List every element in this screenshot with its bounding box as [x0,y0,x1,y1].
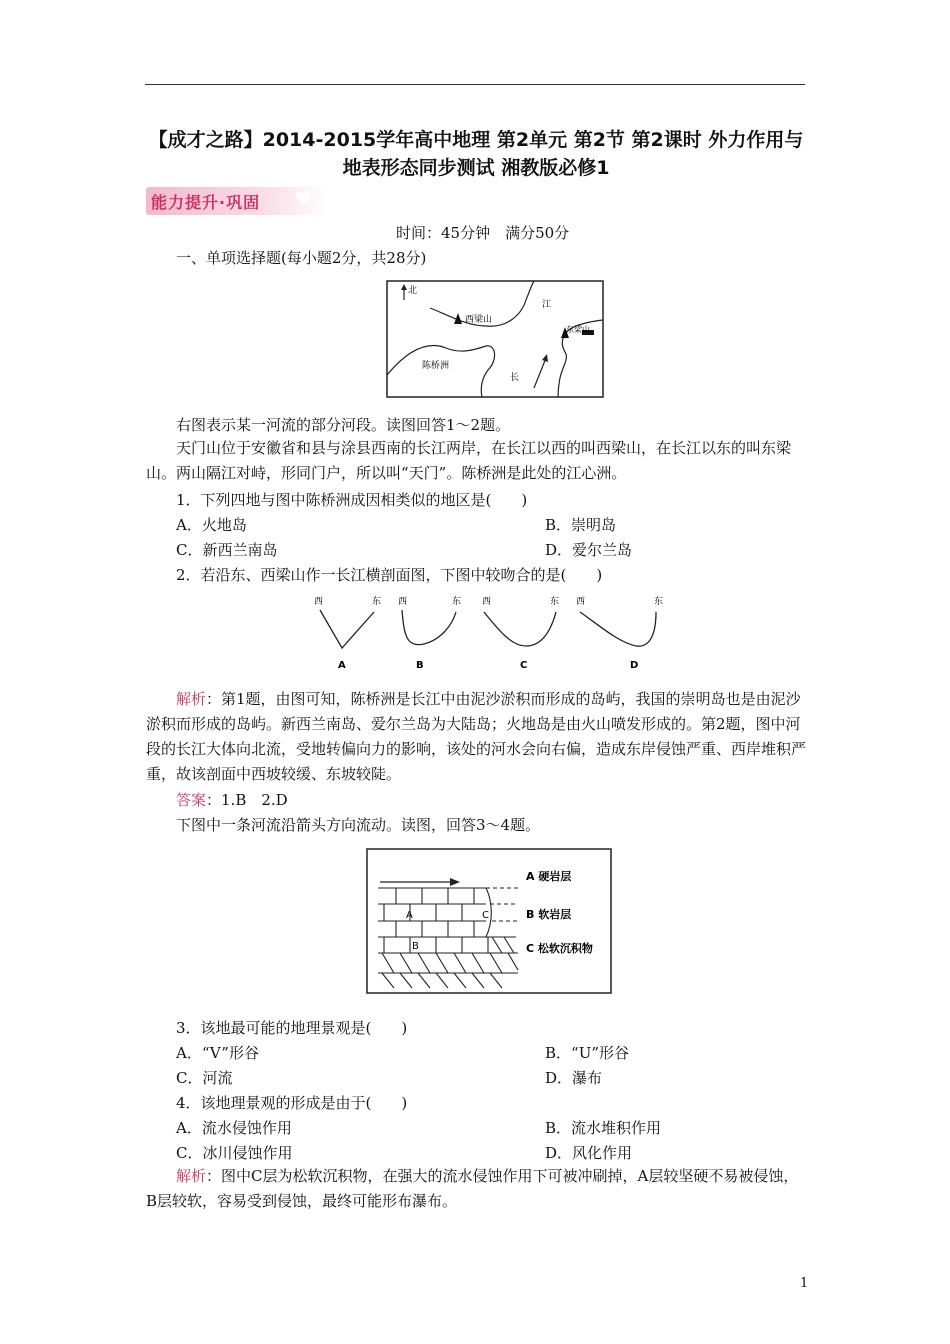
chenqiaozhou-label: 陈桥洲 [422,361,450,371]
q4-option-c: C．冰川侵蚀作用 [176,1144,293,1162]
profile-b-east: 东 [452,597,462,607]
badge-label: 能力提升·巩固 [151,193,261,212]
profile-a-east: 东 [372,597,382,607]
chang-label: 长 [510,373,520,383]
legend-a: A 硬岩层 [526,870,572,883]
q3-stem: 3．该地最可能的地理景观是( ) [176,1019,408,1037]
profile-c-label: C [520,660,528,671]
q3-option-d: D．瀑布 [545,1069,603,1087]
analysis-2 [146,1164,806,1214]
analysis-2-text: ：图中C层为松软沉积物，在强大的流水侵蚀作用下可被冲刷掉，A层较坚硬不易被侵蚀，B层较软，容易受到侵蚀，最终可能形布瀑布。 [146,1167,799,1210]
cross-section-profiles [300,590,680,674]
profile-c-west: 西 [482,597,492,607]
profile-a-curve [320,610,374,648]
section-heading: 一、单项选择题(每小题2分，共28分) [176,249,427,267]
q1-option-a: A．火地岛 [176,516,247,534]
analysis-1-text: ：第1题，由图可知，陈桥洲是长江中由泥沙淤积而形成的岛屿，我国的崇明岛也是由泥沙淤积而形成的岛屿。新西兰南岛、爱尔兰岛为大陆岛；火地岛是由火山喷发形成的。第2题，图中河段的长江大体向北流，受地转偏向力的影响，该处的河水会向右偏，造成东岸侵蚀严重、西岸堆积严重，故该剖面中西坡较缓、东坡较陡。 [146,690,807,783]
legend-c: C 松软沉积物 [526,942,593,955]
analysis-2-label: 解析 [176,1167,207,1185]
analysis-1-label: 解析 [176,690,207,708]
profile-d-label: D [630,660,639,671]
passage-1: 天门山位于安徽省和县与涂县西南的长江两岸，在长江以西的叫西梁山，在长江以东的叫东梁山。两山隔江对峙，形同门户，所以叫“天门”。陈桥洲是此处的江心洲。 [146,439,792,482]
profile-a-west: 西 [314,597,324,607]
answer-1-text: ：1.B 2.D [206,791,288,809]
q3-option-b: B．“U”形谷 [545,1044,630,1062]
q2-stem: 2．若沿东、西梁山作一长江横剖面图，下图中较吻合的是( ) [176,566,603,584]
strata-figure [366,848,612,994]
north-label: 北 [408,286,418,296]
profile-c-east: 东 [550,597,560,607]
profile-b-label: B [416,660,424,671]
profile-d-east: 东 [654,597,664,607]
q1-option-b: B．崇明岛 [545,516,617,534]
xiliangshan-label: 西梁山 [465,315,493,325]
profile-a-label: A [338,660,346,671]
q4-option-d: D．风化作用 [545,1144,633,1162]
river-map-figure [386,280,604,398]
map-frame [387,281,603,397]
jiang-label: 江 [542,300,552,310]
intro-1: 右图表示某一河流的部分河段。读图回答1～2题。 [176,416,511,434]
header-rule [145,84,805,85]
q1-option-d: D．爱尔兰岛 [545,541,633,559]
dongliangshan-label: 东梁山 [566,325,590,334]
intro-2: 下图中一条河流沿箭头方向流动。读图，回答3～4题。 [176,816,541,834]
q3-option-a: A．“V”形谷 [176,1044,259,1062]
page-number: 1 [800,1276,809,1291]
profile-c-curve [484,612,556,646]
profile-b-curve [402,610,456,645]
q4-option-a: A．流水侵蚀作用 [176,1119,292,1137]
profile-d-curve [580,612,656,646]
analysis-1 [146,687,806,787]
legend-b: B 软岩层 [526,908,572,921]
diamond-icon: ♥ [294,187,312,211]
time-info: 时间：45分钟 满分50分 [396,224,570,242]
profile-d-west: 西 [576,597,586,607]
section-badge [146,187,326,215]
strata-b-label: B [412,941,419,952]
document-title: 【成才之路】2014-2015学年高中地理 第2单元 第2节 第2课时 外力作用与地表形态同步测试 湘教版必修1 [148,129,804,179]
strata-c-label: C [482,910,489,921]
strata-a-label: A [406,910,413,921]
q3-option-c: C．河流 [176,1069,233,1087]
q1-option-c: C．新西兰南岛 [176,541,278,559]
q4-option-b: B．流水堆积作用 [545,1119,662,1137]
q1-stem: 1．下列四地与图中陈桥洲成因相类似的地区是( ) [176,491,528,509]
answer-1 [176,790,288,810]
q4-stem: 4．该地理景观的形成是由于( ) [176,1094,408,1112]
answer-1-label: 答案 [176,791,207,809]
profile-b-west: 西 [398,597,408,607]
